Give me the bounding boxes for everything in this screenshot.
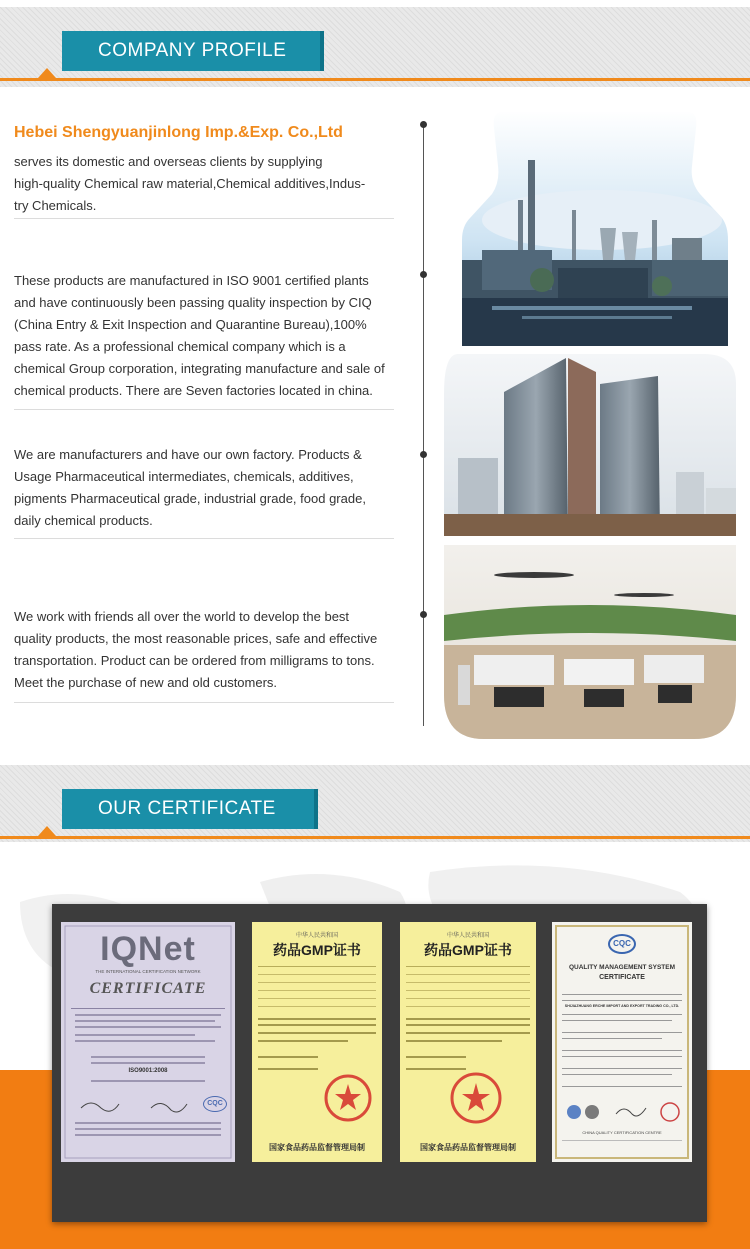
- timeline-line: [423, 124, 424, 726]
- gmp-title: 药品GMP证书: [273, 942, 361, 958]
- divider: [14, 409, 394, 410]
- divider: [14, 702, 394, 703]
- text-line: We work with friends all over the world to develop the best: [14, 609, 350, 624]
- text-line: (China Entry & Exit Inspection and Quarantine Bureau),100%: [14, 317, 367, 332]
- timeline-dot: [420, 451, 427, 458]
- office-building-photo: [444, 354, 736, 536]
- iqnet-standard: ISO9001:2008: [128, 1068, 168, 1074]
- iqnet-network: THE INTERNATIONAL CERTIFICATION NETWORK: [95, 969, 201, 974]
- text-line: pigments Pharmaceutical grade, industrial grade, food grade,: [14, 491, 366, 506]
- text-line: quality products, the most reasonable prices, safe and effective: [14, 631, 378, 646]
- iqnet-certificate: [61, 922, 235, 1162]
- gmp-authority: 国家食品药品监督管理局制: [269, 1143, 365, 1152]
- text-line: These products are manufactured in ISO 9001 certified plants: [14, 273, 369, 288]
- partners-paragraph: [14, 606, 414, 694]
- gmp-certificate: [400, 922, 536, 1162]
- timeline-dot: [420, 611, 427, 618]
- cqc-seal-icon: CQC: [203, 1096, 227, 1112]
- products-paragraph: [14, 444, 414, 532]
- company-profile-title: COMPANY PROFILE: [62, 31, 322, 71]
- cqc-certificate: [552, 922, 692, 1162]
- iqnet-logo: IQNet: [100, 930, 196, 968]
- text-line: We are manufacturers and have our own factory. Products &: [14, 447, 362, 462]
- our-certificate-banner: [0, 765, 750, 845]
- quality-paragraph: [14, 270, 414, 402]
- text-line: Meet the purchase of new and old customers.: [14, 675, 278, 690]
- certificate-section: [0, 842, 750, 1249]
- intro-paragraph: [14, 151, 414, 217]
- gmp-certificate: [252, 922, 382, 1162]
- text-line: and have continuously been passing quality inspection by CIQ: [14, 295, 372, 310]
- cqc-logo: CQC: [608, 934, 636, 954]
- text-line: chemical products. There are Seven factories located in china.: [14, 383, 373, 398]
- gmp-title: 药品GMP证书: [424, 942, 512, 958]
- text-line: pass rate. As a professional chemical company which is a: [14, 339, 346, 354]
- divider: [14, 218, 394, 219]
- timeline-dot: [420, 121, 427, 128]
- gmp-country: 中华人民共和国: [295, 933, 338, 939]
- cqc-company: SHIJIAZHUANG ERCHE IMPORT AND EXPORT TRADING CO., LTD.: [564, 1004, 680, 1008]
- cqc-subheading: CERTIFICATE: [599, 974, 645, 981]
- text-line: serves its domestic and overseas clients by supplying: [14, 154, 323, 169]
- text-line: try Chemicals.: [14, 198, 97, 213]
- factory-photo: [462, 110, 728, 346]
- cqc-centre: CHINA QUALITY CERTIFICATION CENTRE: [582, 1130, 662, 1135]
- gmp-country: 中华人民共和国: [446, 933, 489, 939]
- banner-arrow-icon: [38, 826, 56, 836]
- company-name: Hebei Shengyuanjinlong Imp.&Exp. Co.,Ltd: [14, 124, 343, 141]
- text-line: Usage Pharmaceutical intermediates, chemicals, additives,: [14, 469, 354, 484]
- banner-arrow-icon: [38, 68, 56, 78]
- gmp-authority: 国家食品药品监督管理局制: [420, 1143, 516, 1152]
- text-line: chemical Group corporation, integrating manufacture and sale of: [14, 361, 385, 376]
- text-line: daily chemical products.: [14, 513, 153, 528]
- banner-rule: [0, 836, 750, 839]
- text-line: high-quality Chemical raw material,Chemical additives,Indus-: [14, 176, 366, 191]
- our-certificate-title: OUR CERTIFICATE: [62, 789, 316, 829]
- divider: [14, 538, 394, 539]
- office-interior-photo: [444, 545, 736, 739]
- cqc-heading: QUALITY MANAGEMENT SYSTEM: [568, 964, 676, 971]
- timeline-dot: [420, 271, 427, 278]
- text-line: transportation. Product can be ordered from milligrams to tons.: [14, 653, 375, 668]
- banner-rule: [0, 78, 750, 81]
- company-profile-banner: [0, 7, 750, 87]
- iqnet-heading: CERTIFICATE: [89, 980, 207, 997]
